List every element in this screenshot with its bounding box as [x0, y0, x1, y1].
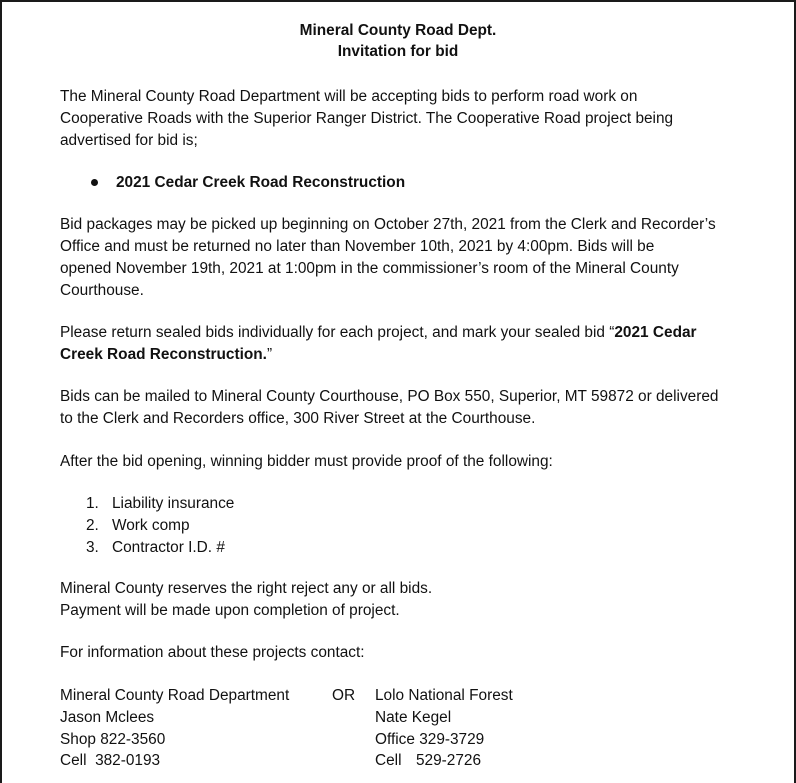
list-item-number: 3.: [86, 539, 99, 556]
sealed-close-quote: ”: [266, 346, 273, 363]
or-separator: OR: [332, 687, 356, 704]
list-item-number: 1.: [86, 495, 99, 512]
after-opening-text: After the bid opening, winning bidder must provide proof of the following:: [60, 453, 553, 470]
sealed-text: Please return sealed bids individually for each project, and mark your sealed bid “: [60, 324, 615, 341]
intro-line-1: The Mineral County Road Department will be accepting bids to perform road work on: [60, 88, 638, 105]
sealed-project-name-part2: Creek Road Reconstruction.: [60, 346, 267, 363]
intro-line-2: Cooperative Roads with the Superior Ranger District. The Cooperative Road project being: [60, 110, 674, 127]
pickup-line-4: Courthouse.: [60, 282, 144, 299]
contact-right-phone-cell-label: Cell: [375, 752, 402, 769]
contact-right-phone-office: Office 329-3729: [375, 731, 485, 748]
list-item: Liability insurance: [112, 495, 235, 512]
pickup-line-3: opened November 19th, 2021 at 1:00pm in the commissioner’s room of the Mineral County: [60, 260, 679, 277]
project-bullet-item: 2021 Cedar Creek Road Reconstruction: [116, 174, 406, 191]
pickup-line-1: Bid packages may be picked up beginning on October 27th, 2021 from the Clerk and Recorder’s: [60, 216, 716, 233]
contact-left-phone-cell: Cell 382-0193: [60, 752, 161, 769]
list-item: Work comp: [112, 517, 190, 534]
document-title: Mineral County Road Dept.: [299, 22, 497, 39]
contact-intro: For information about these projects contact:: [60, 644, 365, 661]
pickup-line-2: Office and must be returned no later than November 10th, 2021 by 4:00pm. Bids will be: [60, 238, 655, 255]
sealed-line-1: [60, 322, 697, 343]
contact-right-org: Lolo National Forest: [375, 687, 513, 704]
contact-left-phone-shop: Shop 822-3560: [60, 731, 166, 748]
contact-right-name: Nate Kegel: [375, 709, 452, 726]
list-item: Contractor I.D. #: [112, 539, 225, 556]
mail-line-2: to the Clerk and Recorders office, 300 River Street at the Courthouse.: [60, 410, 536, 427]
reserves-line-2: Payment will be made upon completion of project.: [60, 602, 400, 619]
document-subtitle: Invitation for bid: [337, 43, 459, 60]
reserves-line-1: Mineral County reserves the right reject any or all bids.: [60, 580, 433, 597]
list-item-number: 2.: [86, 517, 99, 534]
bullet-icon: [91, 179, 98, 186]
intro-line-3: advertised for bid is;: [60, 132, 198, 149]
contact-left-name: Jason Mclees: [60, 709, 155, 726]
contact-right-phone-cell-number: 529-2726: [416, 752, 482, 769]
contact-left-org: Mineral County Road Department: [60, 687, 290, 704]
mail-line-1: Bids can be mailed to Mineral County Courthouse, PO Box 550, Superior, MT 59872 or delivered: [60, 388, 719, 405]
sealed-project-name-part1: 2021 Cedar: [614, 324, 697, 341]
sealed-line-2: [60, 344, 272, 365]
